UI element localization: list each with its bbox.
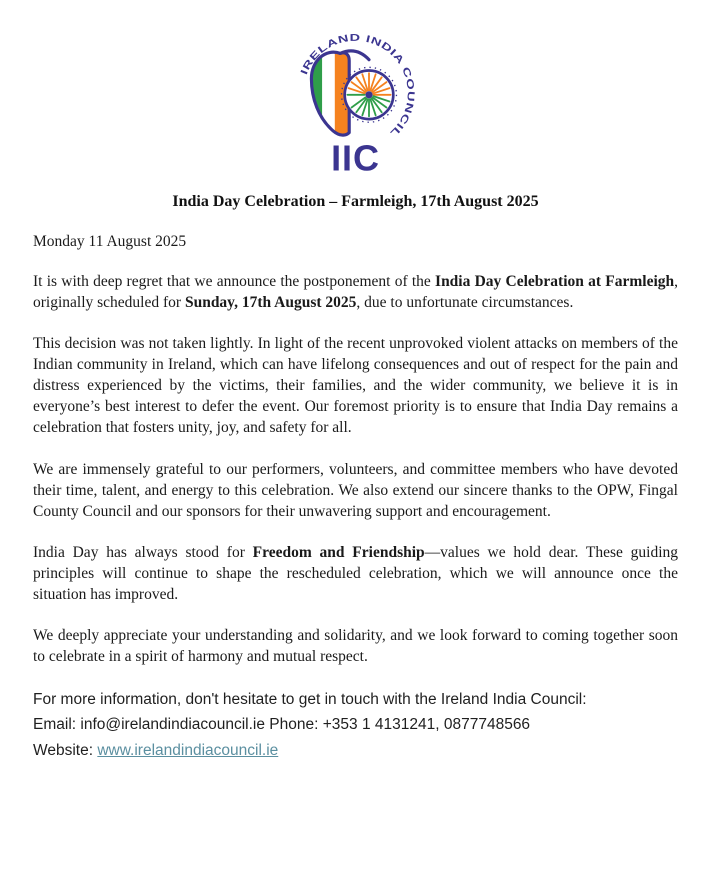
paragraph-values: India Day has always stood for Freedom and Friendship—values we hold dear. These guiding principles will continue to shape the rescheduled celebration, which we will announce once the situation has improved. bbox=[33, 543, 679, 603]
page-title: India Day Celebration – Farmleigh, 17th August 2025 bbox=[172, 193, 539, 210]
paragraph-postponement: It is with deep regret that we announce the postponement of the India Day Celebration at Farmleigh, originally scheduled for Sunday, 17th August 2025, due to unfortunate circumstances. bbox=[33, 273, 678, 312]
paragraph-closing: We deeply appreciate your understanding and solidarity, and we look forward to coming together soon to celebrate in a spirit of harmony and mutual respect. bbox=[33, 627, 678, 666]
contact-intro: For more information, don't hesitate to get in touch with the Ireland India Council: bbox=[33, 691, 587, 709]
paragraph-gratitude: We are immensely grateful to our performers, volunteers, and committee members who have devoted their time, talent, and energy to this celebration. We also extend our sincere thanks to the OPW, Fingal County Council and our sponsors for their unwavering support and encouragement. bbox=[33, 460, 678, 520]
email-label: Email: bbox=[33, 716, 81, 734]
website-link[interactable]: www.irelandindiacouncil.ie bbox=[97, 741, 279, 759]
iic-monogram: IIC bbox=[331, 137, 380, 174]
contact-footer bbox=[33, 687, 678, 763]
phone-numbers: +353 1 4131241, 0877748566 bbox=[322, 716, 531, 734]
date-line: Monday 11 August 2025 bbox=[33, 233, 187, 250]
logo-arc-text: IRELAND INDIA COUNCIL bbox=[298, 32, 416, 137]
phone-label: Phone: bbox=[265, 716, 323, 734]
iic-logo bbox=[33, 30, 678, 179]
contact-website bbox=[33, 738, 678, 763]
iic-logo-graphic bbox=[288, 30, 423, 174]
website-label: Website: bbox=[33, 741, 98, 759]
contact-email-phone bbox=[33, 712, 678, 737]
paragraph-reasons: This decision was not taken lightly. In light of the recent unprovoked violent attacks on members of the Indian community in Ireland, which can have lifelong consequences and out of respect for the pain and distress experienced by the victims, their families, and the wider community, we believe it is in everyone’s best interest to defer the event. Our foremost priority is to ensure that India Day remains a celebration that fosters unity, joy, and safety for all. bbox=[33, 335, 678, 437]
email-address: info@irelandindiacouncil.ie bbox=[80, 716, 265, 734]
